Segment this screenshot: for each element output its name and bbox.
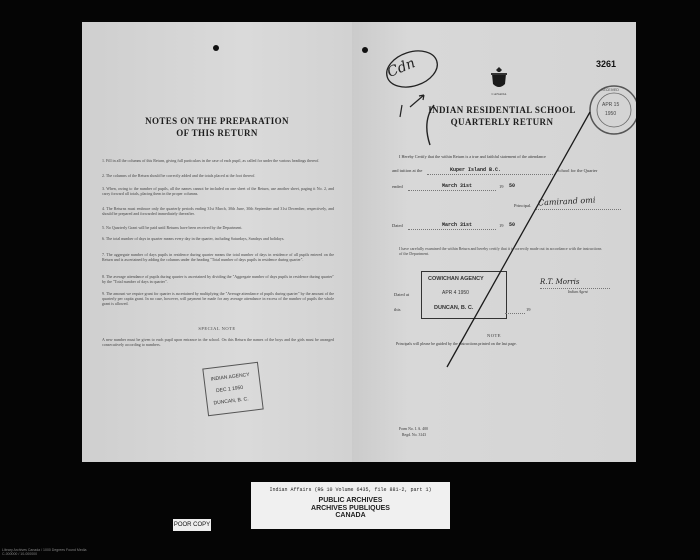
tuition-prefix: and tuition at the <box>392 168 423 173</box>
this-label: this <box>394 307 401 312</box>
school-name: Kuper Island B.C. <box>450 167 502 173</box>
principal-signature: Camirand omi <box>537 195 596 208</box>
note-item: 8. The average attendance of pupils during quarter is ascertained by dividing the "Aggregate number of days pupils in residence during quarter" by the "Total number of days in quarter". <box>102 274 334 285</box>
note-item: 6. The total number of days in quarter means every day in the quarter, including Saturdays, Sundays and holidays. <box>102 236 285 241</box>
svg-text:APR 15: APR 15 <box>602 102 620 108</box>
right-page <box>352 22 636 462</box>
return-title-line2: QUARTERLY RETURN <box>450 117 554 127</box>
certify-text: I Hereby Certify that the within Return is a true and faithful statement of the attendance <box>399 154 546 159</box>
note-item: 3. When, owing to the number of pupils, all the names cannot be included on one sheet of the Return, use another sheet, paging it No. 2, and carry forward all totals, placing them in the proper columns. <box>102 186 334 197</box>
caption-line: CANADA <box>335 512 366 519</box>
footer-credit <box>2 548 86 556</box>
this-year: 19 <box>526 307 531 312</box>
note-item: 7. The aggregate number of days pupils in residence during quarter means the total number of days in residence of all pupils entered on the Return and is ascertained by adding the columns under the heading "Total number of days pupils in residence during quarter". <box>102 252 334 263</box>
diagonal-pen-line <box>352 22 636 462</box>
year-label: 19 <box>499 184 504 189</box>
dated-at-label: Dated at <box>394 292 410 297</box>
dated-label: Dated <box>392 223 403 228</box>
year-value: 50 <box>509 183 516 189</box>
note-text: Principals will please be guided by the instructions printed on the last page. <box>396 341 517 346</box>
agent-signature: R.T. Morris <box>540 278 580 286</box>
credit-line: C-000000 / 10-000000 <box>2 552 38 556</box>
received-stamp-label: RECEIVED <box>601 88 619 92</box>
stamp-line: INDIAN AGENCY <box>210 371 250 383</box>
form-number: Form No. I. A. 400 <box>399 427 429 431</box>
archive-reference: Indian Affairs (RG 10 Volume 6435, file 881-2, part 1) <box>269 487 432 493</box>
special-note-heading: SPECIAL NOTE <box>198 326 236 331</box>
note-item: 4. The Returns must embrace only the quarterly periods ending 31st March, 30th June, 30th September and 31st December, respectively, and should be prepared and forwarded immediately thereafter. <box>102 206 334 217</box>
stamp-line: DUNCAN, B. C. <box>434 305 474 311</box>
punch-hole <box>213 45 219 51</box>
dated-year-label: 19 <box>499 223 504 228</box>
stamp-line: COWICHAN AGENCY <box>428 276 484 282</box>
special-note-text: A new number must be given to each pupil upon entrance in the school. On this Return the names of the boys and the girls must be arranged consecutively according to numbers. <box>102 337 334 348</box>
svg-text:1950: 1950 <box>605 111 617 117</box>
principal-label: Principal. <box>514 203 532 208</box>
archives-caption <box>251 482 450 529</box>
tuition-suffix: School for the Quarter <box>557 168 598 173</box>
indian-agency-stamp <box>202 362 263 416</box>
credit-line: Library Archives Canada / 1000 Degrees Found Media <box>2 548 87 552</box>
crest-caption: CANADA <box>491 92 507 96</box>
left-page <box>82 22 352 462</box>
note-heading: NOTE <box>487 333 501 338</box>
ended-label: ended <box>392 184 403 189</box>
caption-line: PUBLIC ARCHIVES <box>318 497 383 504</box>
stamp-line: APR 4 1950 <box>442 290 469 296</box>
examined-text: I have carefully examined the within Return and hereby certify that it is correctly made out in accordance with the instructions of the Department. <box>399 246 602 257</box>
stamp-line: DEC 1 1950 <box>215 384 244 395</box>
registration-number: Regd. No. 3143 <box>402 433 427 437</box>
poor-copy-label: POOR COPY <box>173 519 211 531</box>
return-title-line1: INDIAN RESIDENTIAL SCHOOL <box>428 105 576 115</box>
note-item: 9. The amount we require grant for quarter is ascertained by multiplying the "Average attendance of pupils during quarter" by the amount of the quarterly per capita grant. In no case, however, will payment be made for any average attendance in excess of the number of pupils the whole grant is allowed. <box>102 291 334 307</box>
caption-line: ARCHIVES PUBLIQUES <box>311 504 390 512</box>
notes-title-line1: NOTES ON THE PREPARATION <box>145 116 289 126</box>
handwritten-note: Cdn <box>385 55 418 81</box>
dated-date: March 31st <box>442 222 473 228</box>
note-item: 5. No Quarterly Grant will be paid until Returns have been received by the Department. <box>102 225 243 230</box>
note-item: 1. Fill in all the columns of this Return, giving full particulars in the case of each pupil, as called for under the various headings thereof. <box>102 158 320 163</box>
dated-year: 50 <box>509 222 516 228</box>
document-number: 3261 <box>596 59 617 69</box>
stamp-line: DUNCAN, B. C. <box>213 396 250 407</box>
ended-date: March 31st <box>442 183 473 189</box>
note-item: 2. The columns of the Return should be correctly added and the totals placed at the foot thereof. <box>102 173 256 178</box>
notes-title-line2: OF THIS RETURN <box>176 128 258 138</box>
agent-label: Indian Agent <box>568 290 588 294</box>
